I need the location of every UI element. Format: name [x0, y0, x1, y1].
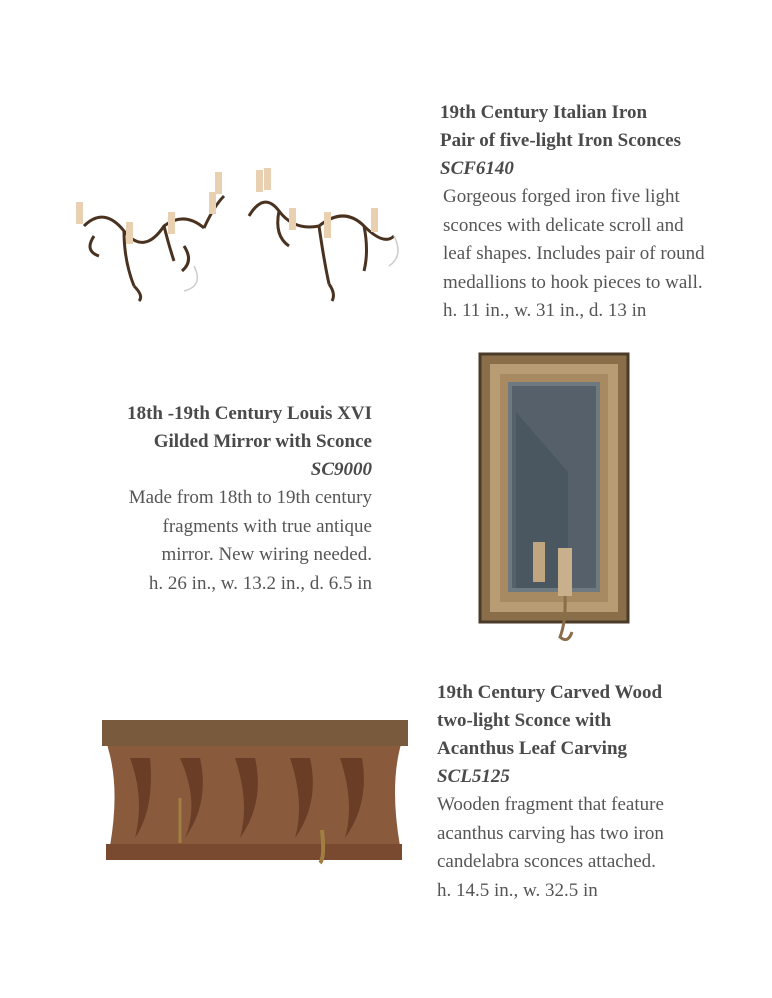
item-3-title-line3: Acanthus Leaf Carving: [437, 738, 628, 759]
item-1-desc-line1: Gorgeous forged iron five light: [443, 186, 680, 207]
item-3-sku: SCL5125: [437, 766, 510, 787]
item-2-desc-line3: mirror. New wiring needed.: [161, 544, 372, 565]
item-2-title-line1: 18th -19th Century Louis XVI: [127, 403, 372, 424]
item-3-title-line2: two-light Sconce with: [437, 710, 612, 731]
iron-sconces-image: [64, 166, 414, 306]
item-3-desc-line2: acanthus carving has two iron: [437, 822, 664, 844]
item-2-desc-line2: fragments with true antique: [162, 515, 372, 537]
item-1-sku: SCF6140: [440, 158, 514, 179]
item-1-desc-line3: leaf shapes. Includes pair of round: [443, 243, 705, 264]
item-3-title-line1: 19th Century Carved Wood: [437, 682, 663, 703]
item-1-desc-line2: sconces with delicate scroll and: [443, 214, 684, 236]
item-1-text: [440, 99, 760, 326]
item-3-desc-line1: Wooden fragment that feature: [437, 794, 664, 815]
iron-sconces-photo-icon: [64, 166, 414, 306]
gilded-mirror-image: [478, 352, 630, 644]
item-2-sku: SC9000: [310, 459, 372, 480]
item-2-dimensions: h. 26 in., w. 13.2 in., d. 6.5 in: [148, 572, 372, 594]
item-3-dimensions: h. 14.5 in., w. 32.5 in: [437, 879, 598, 901]
gilded-mirror-photo-icon: [478, 352, 630, 644]
item-2-text: [60, 400, 372, 598]
item-3-desc-line3: candelabra sconces attached.: [437, 851, 656, 872]
carved-wood-sconce-photo-icon: [100, 718, 410, 868]
item-2-title-line2: Gilded Mirror with Sconce: [153, 431, 372, 452]
item-2-desc-line1: Made from 18th to 19th century: [128, 487, 372, 508]
item-1-title-line1: 19th Century Italian Iron: [440, 102, 648, 123]
item-1-title-line2: Pair of five-light Iron Sconces: [440, 130, 681, 151]
item-1-dimensions: h. 11 in., w. 31 in., d. 13 in: [443, 300, 647, 321]
carved-wood-sconce-image: [100, 718, 410, 868]
item-3-text: [437, 679, 757, 905]
item-1-desc-line4: medallions to hook pieces to wall.: [443, 271, 703, 293]
